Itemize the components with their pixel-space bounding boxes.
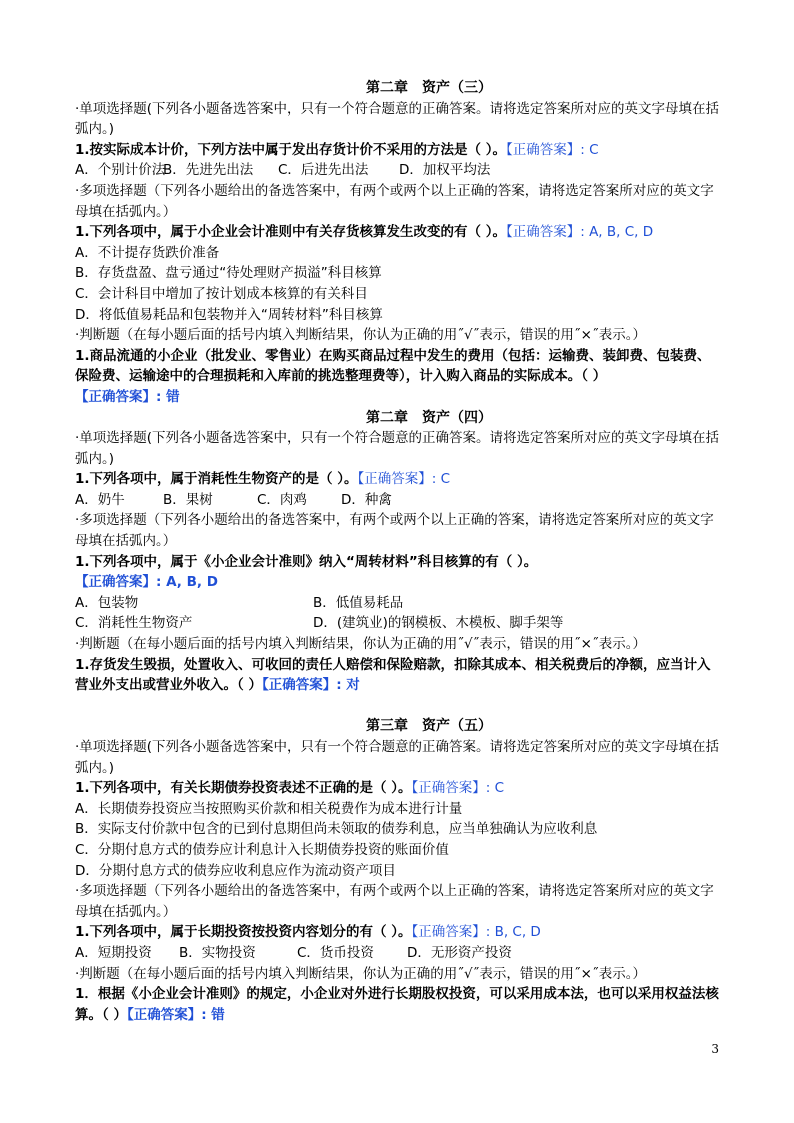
judge-intro: ·判断题（在每小题后面的括号内填入判断结果，你认为正确的用˝√˝表示，错误的用˝×˝表示。） [75, 965, 646, 982]
question [75, 655, 723, 696]
question-text: 1.按实际成本计价，下列方法中属于发出存货计价不采用的方法是（ ）。 [75, 141, 506, 158]
option: C．分期付息方式的债券应计利息计入长期债券投资的账面价值 [75, 841, 449, 858]
question-text: 1.下列各项中，有关长期债券投资表述不正确的是（ ）。 [75, 780, 412, 797]
answer-label: 【正确答案】: A, B, D [75, 574, 218, 591]
single-choice-intro: ·单项选择题(下列各小题备选答案中，只有一个符合题意的正确答案。请将选定答案所对应的英文字母填在括弧内。) [75, 739, 720, 776]
option: A．奶牛 [75, 491, 125, 508]
single-choice-intro: ·单项选择题(下列各小题备选答案中，只有一个符合题意的正确答案。请将选定答案所对应的英文字母填在括弧内。) [75, 100, 720, 138]
multi-choice-intro: ·多项选择题（下列各小题给出的备选答案中，有两个或两个以上正确的答案，请将选定答案所对应的英文字母填在括弧内。） [75, 182, 714, 220]
judge-intro: ·判断题（在每小题后面的括号内填入判断结果，你认为正确的用˝√˝表示，错误的用˝×˝表示。） [75, 327, 646, 344]
question-text: 1.下列各项中，属于小企业会计准则中有关存货核算发生改变的有（ ）。 [75, 224, 506, 241]
option: C．消耗性生物资产 [75, 615, 193, 632]
spacer [75, 696, 723, 717]
option: A．个别计价法 [75, 162, 166, 179]
option: B．先进先出法 [163, 162, 254, 179]
section-title: 第三章 资产（五） [366, 718, 492, 735]
option: D．将低值易耗品和包装物并入“周转材料”科目核算 [75, 306, 383, 323]
options-row [75, 593, 723, 614]
option: D．分期付息方式的债券应收利息应作为流动资产项目 [75, 862, 396, 879]
question-text: 1.下列各项中，属于长期投资按投资内容划分的有（ ）。 [75, 924, 412, 941]
question [75, 469, 723, 490]
option: D．加权平均法 [399, 162, 491, 179]
option: B．低值易耗品 [313, 594, 404, 611]
answer-label: 【正确答案】: 错 [75, 388, 180, 405]
multi-choice-intro: ·多项选择题（下列各小题给出的备选答案中，有两个或两个以上正确的答案，请将选定答案所对应的英文字母填在括弧内。） [75, 883, 714, 920]
multi-choice-intro: ·多项选择题（下列各小题给出的备选答案中，有两个或两个以上正确的答案，请将选定答案所对应的英文字母填在括弧内。） [75, 512, 714, 550]
options-row [75, 943, 723, 964]
options-row [75, 490, 723, 511]
page-number: 3 [711, 1042, 719, 1056]
option: D．种禽 [341, 491, 392, 508]
question [75, 140, 723, 161]
option: A．长期债券投资应当按照购买价款和相关税费作为成本进行计量 [75, 800, 463, 817]
option: C．货币投资 [297, 944, 374, 961]
judge-intro: ·判断题（在每小题后面的括号内填入判断结果，你认为正确的用˝√˝表示，错误的用˝×˝表示。） [75, 636, 646, 653]
question-text: 1.商品流通的小企业（批发业、零售业）在购买商品过程中发生的费用（包括：运输费、装卸费、包装费、保险费、运输途中的合理损耗和入库前的挑选整理费等），计入购入商品的实际成本。（ ） [75, 347, 711, 385]
answer-label: 【正确答案】: A, B, C, D [505, 224, 654, 241]
question [75, 778, 723, 799]
answer-label: 【正确答案】: C [357, 471, 451, 488]
document-page [75, 78, 723, 1025]
option: B．实际支付价款中包含的已到付息期但尚未领取的债券利息，应当单独确认为应收利息 [75, 821, 598, 838]
option: D．(建筑业)的钢模板、木模板、脚手架等 [313, 615, 564, 632]
section-title: 第二章 资产（四） [366, 409, 492, 426]
section-title: 第二章 资产（三） [366, 80, 492, 96]
question-text: 1.下列各项中，属于消耗性生物资产的是（ ）。 [75, 471, 358, 488]
question-text: 1.下列各项中，属于《小企业会计准则》纳入“周转材料”科目核算的有（ ）。 [75, 553, 538, 570]
question [75, 222, 723, 243]
answer-label: 【正确答案】: 错 [126, 1006, 225, 1023]
option: C．会计科目中增加了按计划成本核算的有关科目 [75, 285, 368, 302]
answer-label: 【正确答案】: B, C, D [411, 924, 541, 941]
option: B．实物投资 [179, 944, 256, 961]
answer-label: 【正确答案】: 对 [261, 677, 360, 694]
answer-label: 【正确答案】: C [411, 780, 505, 797]
option: B．存货盘盈、盘亏通过“待处理财产损溢”科目核算 [75, 265, 382, 282]
question [75, 984, 723, 1025]
answer-label: 【正确答案】: C [505, 141, 599, 158]
option: C．后进先出法 [278, 162, 369, 179]
options-row [75, 160, 723, 181]
question-text: 1.存货发生毁损，处置收入、可收回的责任人赔偿和保险赔款，扣除其成本、相关税费后的净额，应当计入营业外支出或营业外收入。（ ） [75, 656, 711, 694]
option: B．果树 [163, 491, 213, 508]
option: A．不计提存货跌价准备 [75, 244, 220, 261]
option: D．无形资产投资 [407, 944, 512, 961]
option: C．肉鸡 [257, 491, 307, 508]
question [75, 922, 723, 943]
option: A．包装物 [75, 594, 139, 611]
option: A．短期投资 [75, 944, 152, 961]
options-row [75, 613, 723, 634]
question-text: 1．根据《小企业会计准则》的规定，小企业对外进行长期股权投资，可以采用成本法，也可以采用权益法核算。（ ） [75, 986, 719, 1023]
single-choice-intro: ·单项选择题(下列各小题备选答案中，只有一个符合题意的正确答案。请将选定答案所对应的英文字母填在括弧内。) [75, 430, 720, 467]
